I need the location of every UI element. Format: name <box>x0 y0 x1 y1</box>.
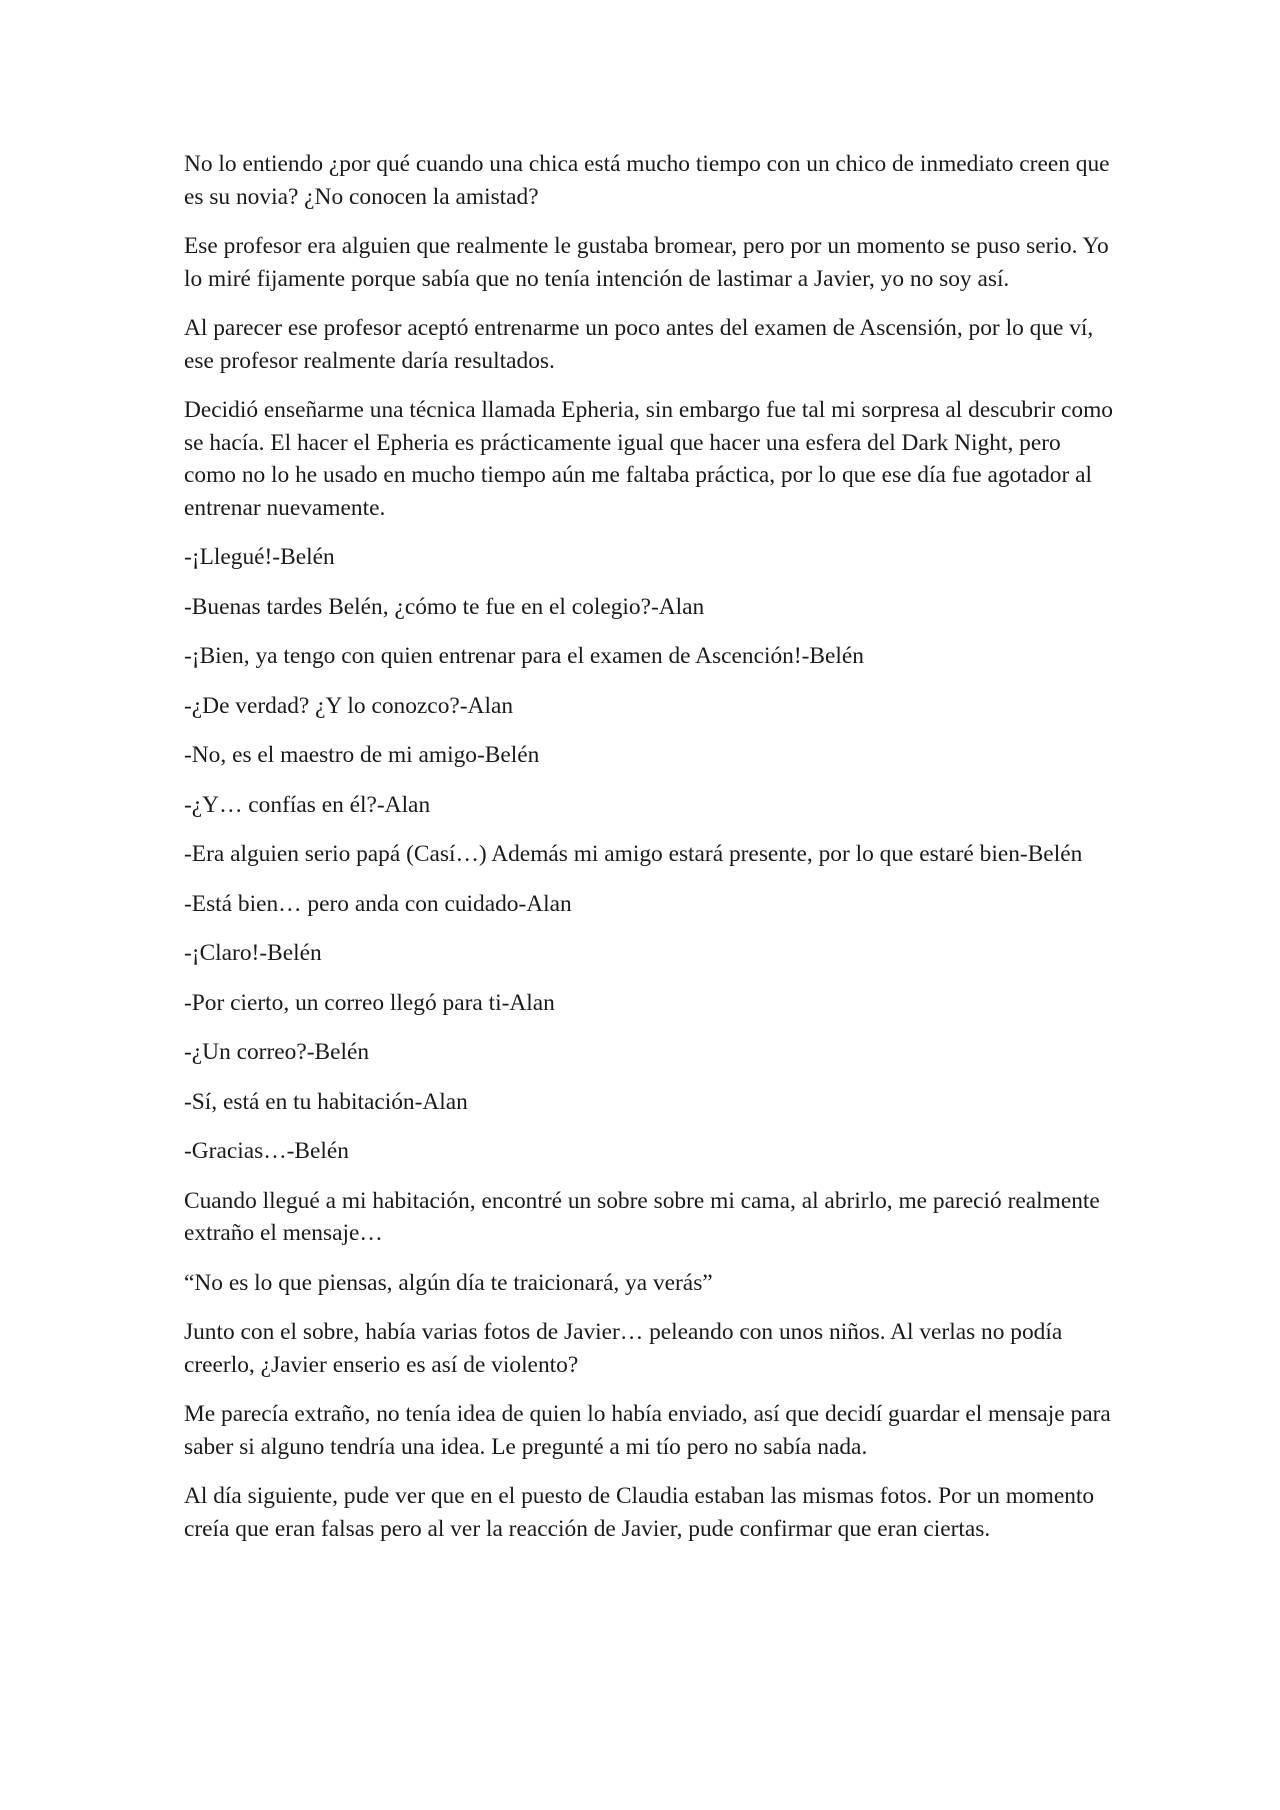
dialogue-line: -¡Bien, ya tengo con quien entrenar para el examen de Ascención!-Belén <box>184 643 864 669</box>
paragraph: Junto con el sobre, había varias fotos de Javier… peleando con unos niños. Al verlas no podía creerlo, ¿Javier enserio es así de violento? <box>184 1319 1063 1378</box>
paragraph: Cuando llegué a mi habitación, encontré un sobre sobre mi cama, al abrirlo, me pareció realmente extraño el mensaje… <box>184 1187 1100 1246</box>
document-page <box>184 148 1114 1562</box>
paragraph: Decidió enseñarme una técnica llamada Epheria, sin embargo fue tal mi sorpresa al descubrir como se hacía. El hacer el Epheria es prácticamente igual que hacer una esfera del Dark Night, pero como no lo he usado en mucho tiempo aún me faltaba práctica, por lo que ese día fue agotador al entrenar nuevamente. <box>184 397 1113 521</box>
dialogue-line: -¿Y… confías en él?-Alan <box>184 791 431 818</box>
paragraph: No lo entiendo ¿por qué cuando una chica está mucho tiempo con un chico de inmediato creen que es su novia? ¿No conocen la amistad? <box>184 151 1110 210</box>
quoted-message: “No es lo que piensas, algún día te traicionará, ya verás” <box>184 1269 713 1296</box>
paragraph: Ese profesor era alguien que realmente le gustaba bromear, pero por un momento se puso serio. Yo lo miré fijamente porque sabía que no tenía intención de lastimar a Javier, yo no soy así. <box>184 233 1109 292</box>
dialogue-line: -Gracias…-Belén <box>184 1138 349 1164</box>
dialogue-line: -¿De verdad? ¿Y lo conozco?-Alan <box>184 692 514 719</box>
dialogue-line: -Buenas tardes Belén, ¿cómo te fue en el colegio?-Alan <box>184 593 705 620</box>
paragraph: Al día siguiente, pude ver que en el puesto de Claudia estaban las mismas fotos. Por un momento creía que eran falsas pero al ver la reacción de Javier, pude confirmar que eran ciertas. <box>184 1483 1095 1542</box>
dialogue-line: -Está bien… pero anda con cuidado-Alan <box>184 890 572 917</box>
dialogue-line: -No, es el maestro de mi amigo-Belén <box>184 742 540 768</box>
dialogue-line: -¡Claro!-Belén <box>184 940 322 966</box>
dialogue-line: -Sí, está en tu habitación-Alan <box>184 1088 468 1115</box>
paragraph: Al parecer ese profesor aceptó entrenarme un poco antes del examen de Ascensión, por lo que ví, ese profesor realmente daría resultados. <box>184 315 1094 374</box>
dialogue-line: -Era alguien serio papá (Casí…) Además mi amigo estará presente, por lo que estaré bien-Belén <box>184 841 1083 867</box>
dialogue-line: -¿Un correo?-Belén <box>184 1039 370 1065</box>
dialogue-line: -¡Llegué!-Belén <box>184 544 335 570</box>
dialogue-line: -Por cierto, un correo llegó para ti-Alan <box>184 989 555 1016</box>
paragraph: Me parecía extraño, no tenía idea de quien lo había enviado, así que decidí guardar el mensaje para saber si alguno tendría una idea. Le pregunté a mi tío pero no sabía nada. <box>184 1401 1111 1460</box>
